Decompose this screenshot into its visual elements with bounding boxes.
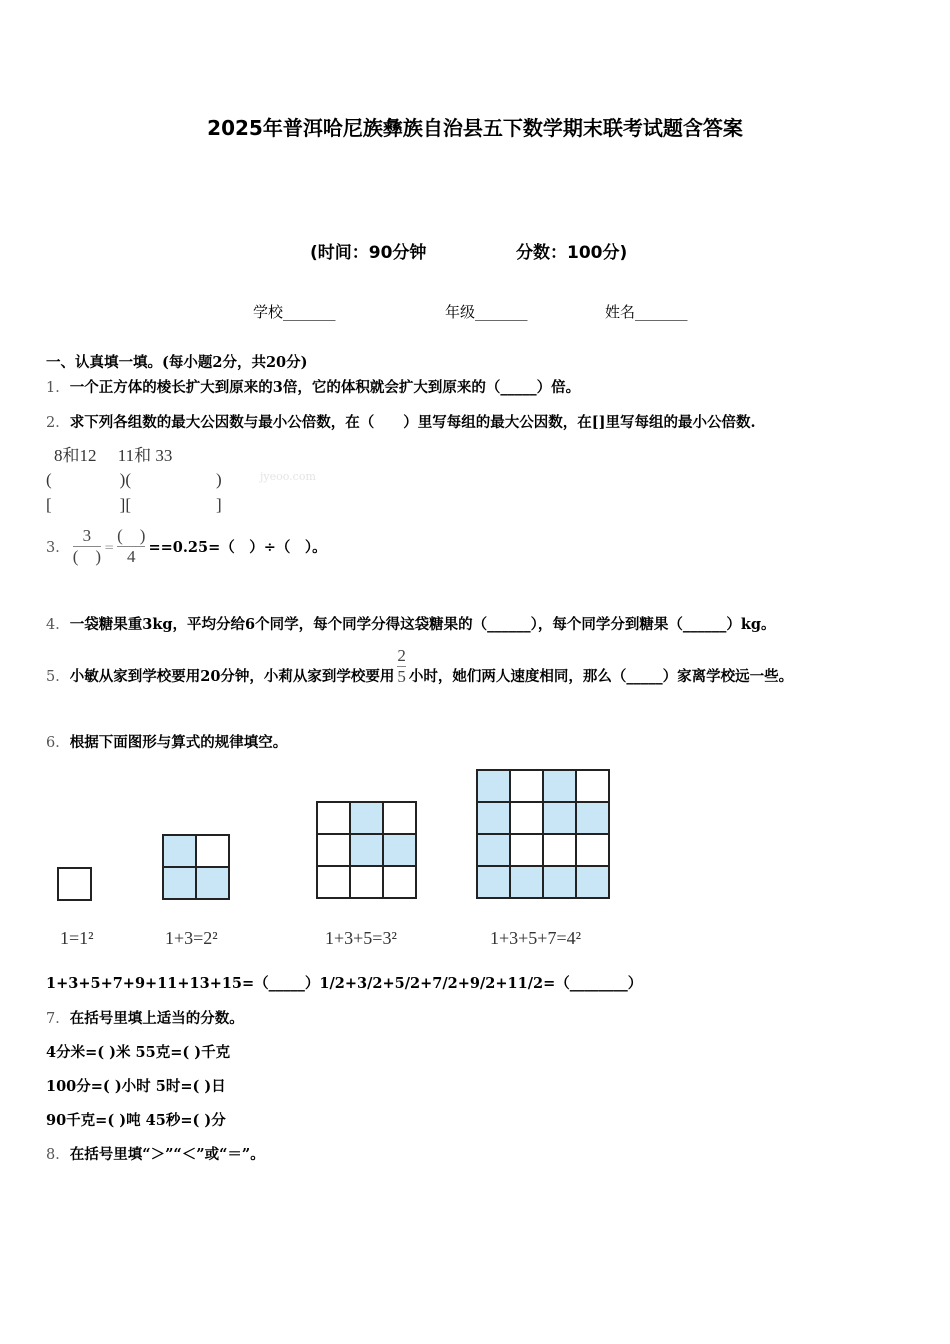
shaded-cell [543, 770, 576, 802]
conversion-line: 90千克=( )吨 45秒=( )分 [46, 1112, 226, 1129]
grid-cell [510, 802, 543, 834]
question-number: 3． [46, 540, 70, 556]
shaded-cell [543, 866, 576, 898]
square-grid-figure [57, 867, 92, 901]
question-number: 2． [46, 415, 70, 431]
shaded-cell [477, 802, 510, 834]
grid-cell [317, 866, 350, 898]
question-5 [46, 646, 793, 687]
figure-label: 1=1² [60, 928, 94, 948]
square-grid-figure [316, 801, 417, 899]
fraction-numerator: 3 [82, 526, 92, 545]
fraction-2 [117, 526, 145, 567]
square-grid-figure [476, 769, 610, 899]
question-text: 小敏从家到学校要用20分钟，小莉从家到学校要用 [69, 668, 395, 685]
fraction-numerator: 2 [397, 646, 406, 665]
equals-sign: = [104, 539, 115, 554]
score-info: 分数：100分) [516, 243, 628, 263]
shaded-cell [383, 834, 416, 866]
square-grid-figure [162, 834, 230, 900]
grid-cell [510, 770, 543, 802]
question-6 [46, 731, 287, 752]
shaded-cell [163, 867, 196, 899]
question-3 [46, 526, 327, 567]
shaded-cell [543, 802, 576, 834]
question-2 [46, 411, 756, 432]
grid-cell [510, 834, 543, 866]
pattern-answer-line: 1+3+5+7+9+11+13+15=（_____）1/2+3/2+5/2+7/2+9/2+11/2=（________） [46, 975, 643, 992]
grid-cell [543, 834, 576, 866]
fraction-two-fifths [397, 646, 406, 687]
grid-cell [576, 770, 609, 802]
question-number: 5． [46, 669, 70, 685]
shaded-cell [576, 866, 609, 898]
question-text: 在括号里填“＞”“＜”或“＝”。 [69, 1146, 265, 1163]
grid-cell [383, 802, 416, 834]
shaded-cell [350, 802, 383, 834]
grid-cell [196, 835, 229, 867]
question-text: 小时，她们两人速度相同，那么（_____）家离学校远一些。 [408, 668, 794, 685]
shaded-cell [576, 802, 609, 834]
question-7 [46, 1007, 244, 1028]
shaded-cell [510, 866, 543, 898]
page-title: 2025年普洱哈尼族彝族自治县五下数学期末联考试题含答案 [207, 116, 743, 140]
question-text: 一袋糖果重3kg，平均分给6个同学，每个同学分得这袋糖果的（______），每个同学分到糖果（______）kg。 [69, 616, 776, 633]
question-text: 求下列各组数的最大公因数与最小公倍数，在（ ）里写每组的最大公因数，在[]里写每组的最小公倍数. [69, 414, 756, 431]
figure-label: 1+3+5+7=4² [490, 928, 582, 948]
fraction-1 [73, 526, 101, 567]
conversion-line: 100分=( )小时 5时=( )日 [46, 1078, 226, 1095]
number-pairs: 8和12 11和 33 [54, 446, 173, 465]
question-text: 在括号里填上适当的分数。 [69, 1010, 244, 1027]
grid-cell [317, 802, 350, 834]
question-number: 7． [46, 1011, 70, 1027]
question-1 [46, 376, 580, 397]
fraction-denominator: ( ) [72, 547, 102, 566]
shaded-cell [477, 770, 510, 802]
figure-label: 1+3=2² [165, 928, 218, 948]
shaded-cell [477, 866, 510, 898]
question-8 [46, 1143, 265, 1164]
question-number: 4． [46, 617, 70, 633]
question-text: 一个正方体的棱长扩大到原来的3倍，它的体积就会扩大到原来的（_____）倍。 [69, 379, 581, 396]
grid-cell [58, 868, 91, 900]
name-field: 姓名_______ [605, 303, 688, 321]
gcd-blanks: ( )( ) [46, 470, 222, 489]
question-text: ==0.25=（ ）÷（ ）。 [148, 539, 327, 556]
watermark: jyeoo.com [260, 470, 316, 483]
fraction-numerator: ( ) [117, 526, 146, 545]
question-4 [46, 613, 776, 634]
conversion-line: 4分米=( )米 55克=( )千克 [46, 1044, 231, 1061]
time-info: (时间：90分钟 [310, 243, 427, 263]
question-number: 1． [46, 380, 70, 396]
fraction-denominator: 5 [397, 667, 406, 686]
section-heading: 一、认真填一填。(每小题2分，共20分) [46, 354, 308, 371]
grid-cell [317, 834, 350, 866]
grade-field: 年级_______ [445, 303, 528, 321]
grid-cell [350, 866, 383, 898]
shaded-cell [350, 834, 383, 866]
figure-label: 1+3+5=3² [325, 928, 397, 948]
fraction-denominator: 4 [117, 546, 145, 567]
shaded-cell [163, 835, 196, 867]
grid-cell [576, 834, 609, 866]
lcm-blanks: [ ][ ] [46, 495, 222, 514]
question-number: 6． [46, 735, 70, 751]
school-field: 学校_______ [253, 303, 336, 321]
question-number: 8． [46, 1147, 70, 1163]
shaded-cell [196, 867, 229, 899]
shaded-cell [477, 834, 510, 866]
grid-cell [383, 866, 416, 898]
question-text: 根据下面图形与算式的规律填空。 [69, 734, 288, 751]
